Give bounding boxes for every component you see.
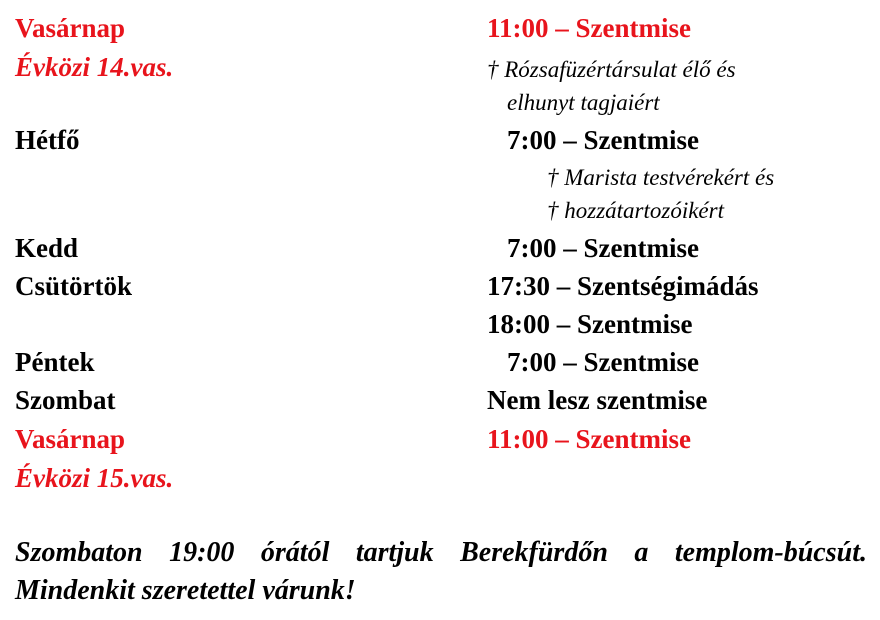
day-label-friday: Péntek <box>15 347 95 377</box>
intention-sunday-1-line-1: † Rózsafüzértársulat élő és <box>487 57 736 82</box>
day-label-sunday-2: Vasárnap <box>15 424 126 454</box>
time-thursday-adoration: 17:30 – Szentségimádás <box>487 271 759 301</box>
day-label-sunday-1: Vasárnap <box>15 13 126 43</box>
intention-monday-line-1: † Marista testvérekért és <box>547 165 775 190</box>
week-label-sunday-1: Évközi 14.vas. <box>15 52 174 82</box>
time-thursday-mass: 18:00 – Szentmise <box>487 309 693 339</box>
time-sunday-1: 11:00 – Szentmise <box>487 13 691 43</box>
announcement-text: Szombaton 19:00 órától tartjuk Berekfürdőn a templom-búcsút. Mindenkit szeretettel várunk! <box>15 537 867 606</box>
intention-monday-line-2: † hozzátartozóikért <box>547 198 724 223</box>
day-label-tuesday: Kedd <box>15 233 79 263</box>
intention-sunday-1-line-2: elhunyt tagjaiért <box>507 90 660 115</box>
time-sunday-2: 11:00 – Szentmise <box>487 424 691 454</box>
time-friday: 7:00 – Szentmise <box>507 347 699 377</box>
day-label-monday: Hétfő <box>15 125 80 155</box>
week-label-sunday-2: Évközi 15.vas. <box>15 463 174 493</box>
time-saturday: Nem lesz szentmise <box>487 385 708 415</box>
day-label-thursday: Csütörtök <box>15 271 133 301</box>
day-label-saturday: Szombat <box>15 385 116 415</box>
time-monday: 7:00 – Szentmise <box>507 125 699 155</box>
time-tuesday: 7:00 – Szentmise <box>507 233 699 263</box>
